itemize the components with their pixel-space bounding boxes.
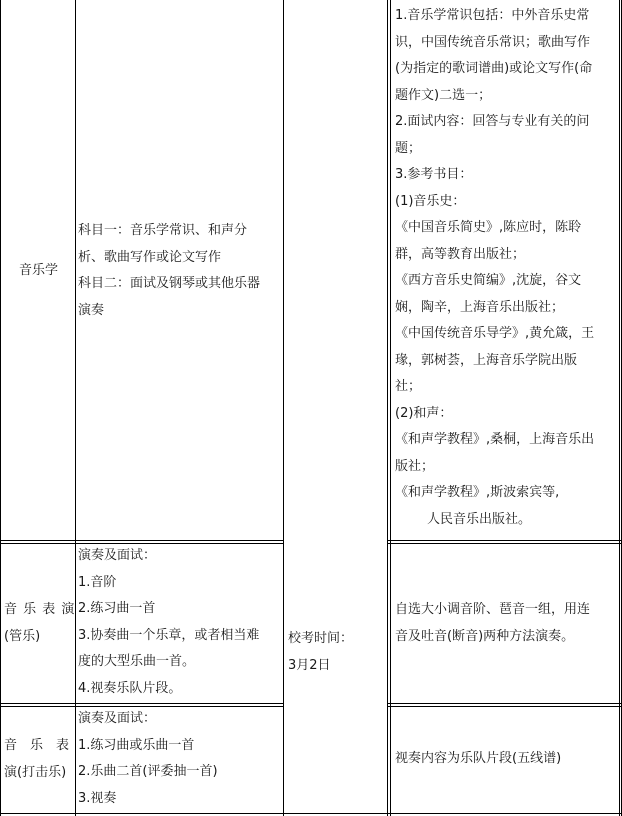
exam-time-cell	[288, 626, 353, 679]
row-divider-2-right	[387, 703, 622, 704]
requirement-line: 识，中国传统音乐常识；歌曲写作	[395, 34, 591, 50]
major-name-line: 音 乐 表	[4, 738, 70, 753]
requirement-line: (2)和声：	[395, 405, 453, 421]
requirement-line: 2.面试内容：回答与专业有关的问	[395, 114, 590, 129]
subject-line: 4.视奏乐队片段。	[78, 680, 182, 696]
subject-line: 演奏及面试：	[78, 548, 157, 563]
requirement-line: 视奏内容为乐队片段(五线谱)	[395, 751, 562, 766]
requirement-line: 群，高等教育出版社；	[395, 246, 526, 262]
requirement-line: 《西方音乐史简编》,沈旋，谷文	[395, 273, 582, 288]
major-cell-musicology	[19, 258, 58, 285]
requirement-line: (1)音乐史：	[395, 193, 466, 209]
major-cell-percussion	[4, 733, 69, 786]
table-divider-time-double	[390, 0, 391, 816]
subject-line: 度的大型乐曲一首。	[78, 654, 196, 669]
major-cell-wind	[4, 597, 75, 650]
subject-line: 2.练习曲一首	[78, 601, 156, 616]
requirement-line: 《中国音乐简史》,陈应时，陈聆	[395, 220, 582, 235]
subjects-cell-percussion	[78, 706, 218, 812]
requirement-line: 1.音乐学常识包括：中外音乐史常	[395, 8, 590, 23]
requirement-line: 题；	[395, 140, 422, 156]
subject-line: 演奏	[78, 302, 105, 318]
table-divider-subjects	[283, 0, 284, 816]
requirement-line: 瑑，郭树荟，上海音乐学院出版	[395, 352, 578, 368]
requirement-line: 3.参考书目：	[395, 167, 473, 182]
table-divider-major	[75, 0, 76, 816]
requirements-cell-wind	[395, 597, 590, 650]
major-name-line: 音 乐 表 演	[4, 602, 76, 617]
row-divider-1-right-double	[387, 543, 622, 544]
row-divider-1-right	[387, 540, 622, 541]
subject-line: 演奏及面试：	[78, 711, 157, 726]
subject-line: 1.练习曲或乐曲一首	[78, 737, 195, 753]
requirement-line: 社；	[395, 379, 422, 394]
requirement-line: 《和声学教程》,斯波索宾等,	[395, 485, 560, 500]
major-name-line: 演(打击乐)	[4, 764, 67, 780]
table-border-bottom	[0, 813, 622, 814]
requirement-line: 题作文)二选一；	[395, 87, 492, 103]
requirement-line: 音及吐音(断音)两种方法演奏。	[395, 628, 575, 644]
subject-line: 3.协奏曲一个乐章，或者相当难	[78, 627, 260, 643]
exam-time-label: 校考时间：	[288, 631, 354, 646]
exam-time-date: 3月2日	[288, 657, 331, 673]
table-border-left	[0, 0, 1, 816]
subject-line: 析、歌曲写作或论文写作	[78, 249, 222, 265]
requirements-cell-musicology	[395, 3, 594, 533]
subject-line: 3.视奏	[78, 790, 117, 806]
subject-line: 1.音阶	[78, 574, 117, 590]
subject-line: 2.乐曲二首(评委抽一首)	[78, 764, 218, 779]
subjects-cell-wind	[78, 543, 259, 702]
table-border-right	[619, 0, 620, 816]
requirements-cell-percussion	[395, 746, 561, 773]
subject-line: 科目一：音乐学常识、和声分	[78, 223, 248, 238]
requirement-line: 自选大小调音阶、琶音一组，用连	[395, 602, 591, 617]
major-name: 音乐学	[19, 263, 59, 278]
requirement-line: 娴，陶辛，上海音乐出版社；	[395, 299, 565, 315]
requirement-line: 版社；	[395, 458, 435, 474]
row-divider-1	[0, 540, 283, 541]
row-divider-2	[0, 703, 283, 704]
subjects-cell-musicology	[78, 218, 260, 324]
requirement-line: 《和声学教程》,桑桐，上海音乐出	[395, 432, 595, 447]
requirement-line: 《中国传统音乐导学》,黄允箴，王	[395, 326, 595, 341]
requirement-line: 人民音乐出版社。	[427, 511, 532, 527]
row-divider-2-right-double	[387, 706, 622, 707]
requirement-line: (为指定的歌词谱曲)或论文写作(命	[395, 61, 593, 76]
subject-line: 科目二：面试及钢琴或其他乐器	[78, 276, 261, 291]
table-divider-time	[387, 0, 388, 816]
major-name-line: (管乐)	[4, 628, 41, 644]
